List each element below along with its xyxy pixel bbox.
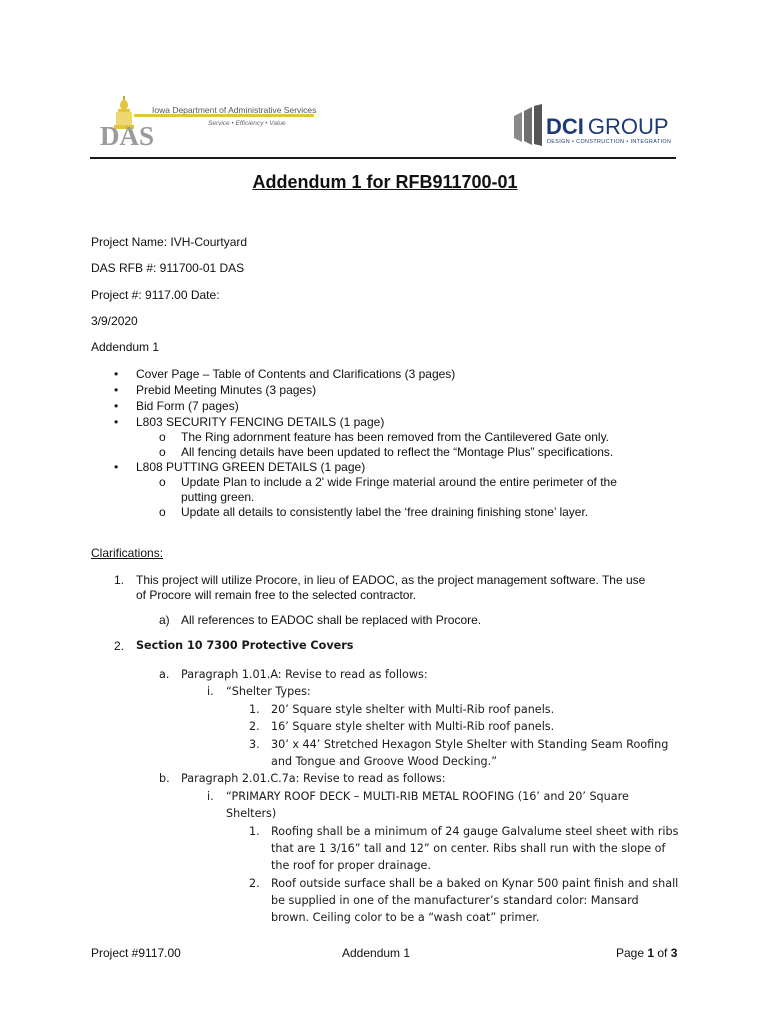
footer-page-of: of: [654, 946, 671, 960]
section-title: Section 10 7300 Protective Covers: [136, 639, 354, 652]
list-item: Bid Form (7 pages): [136, 399, 239, 413]
bullet-icon: •: [114, 367, 119, 381]
clarification-text: “Shelter Types:: [226, 685, 311, 698]
clarification-text: This project will utilize Procore, in lieu of EADOC, as the project management software. The use: [136, 573, 646, 587]
dci-tagline: DESIGN • CONSTRUCTION • INTEGRATION: [547, 139, 672, 145]
clarification-text: and Tongue and Groove Wood Decking.”: [271, 755, 498, 768]
dci-logo: [514, 104, 674, 150]
clarification-text: be supplied in one of the manufacturer’s standard color: Mansard: [271, 894, 639, 907]
footer-page-prefix: Page: [616, 946, 648, 960]
list-item: L803 SECURITY FENCING DETAILS (1 page): [136, 415, 385, 429]
sub-label: 2.: [249, 720, 260, 733]
list-item: L808 PUTTING GREEN DETAILS (1 page): [136, 460, 366, 474]
das-tagline: Service • Efficiency • Value: [208, 120, 286, 127]
clarification-text: Shelters): [226, 807, 277, 820]
clarifications-heading: Clarifications:: [91, 546, 164, 560]
bullet-icon: •: [114, 460, 119, 474]
dci-logo-rest: GROUP: [587, 114, 669, 139]
rfb-number: DAS RFB #: 911700-01 DAS: [91, 261, 245, 275]
sub-bullet-icon: o: [159, 445, 166, 459]
clarification-text: brown. Ceiling color to be a “wash coat” primer.: [271, 911, 540, 924]
das-logo: [96, 96, 316, 152]
sub-label: i.: [207, 790, 214, 803]
list-item: The Ring adornment feature has been removed from the Cantilevered Gate only.: [181, 430, 610, 444]
clarification-text: Paragraph 2.01.C.7a: Revise to read as follows:: [181, 772, 446, 785]
sub-label: 3.: [249, 738, 260, 751]
footer-page-number: 1: [647, 946, 655, 960]
item-number: 2.: [114, 639, 125, 653]
project-name: Project Name: IVH-Courtyard: [91, 235, 248, 249]
sub-bullet-icon: o: [159, 475, 166, 489]
list-item: Update Plan to include a 2' wide Fringe material around the entire perimeter of the: [181, 475, 617, 489]
sub-label: a): [159, 613, 170, 627]
list-item: putting green.: [181, 490, 255, 504]
sub-label: i.: [207, 685, 214, 698]
sub-label: 2.: [249, 877, 260, 890]
clarification-text: 16’ Square style shelter with Multi-Rib roof panels.: [271, 720, 555, 733]
footer-page: [616, 946, 677, 960]
sub-label: b.: [159, 772, 170, 785]
sub-bullet-icon: o: [159, 505, 166, 519]
project-number: Project #: 9117.00 Date:: [91, 288, 220, 302]
sub-label: 1.: [249, 825, 260, 838]
clarification-text: All references to EADOC shall be replaced with Procore.: [181, 613, 482, 627]
clarification-text: of Procore will remain free to the selected contractor.: [136, 588, 417, 602]
das-logo-text: DAS: [100, 121, 155, 151]
sub-bullet-icon: o: [159, 430, 166, 444]
dci-mark-icon: [514, 104, 544, 146]
bullet-icon: •: [114, 415, 119, 429]
dci-logo-name: [546, 114, 669, 140]
clarification-text: 20’ Square style shelter with Multi-Rib roof panels.: [271, 703, 555, 716]
list-item: Prebid Meeting Minutes (3 pages): [136, 383, 317, 397]
list-item: All fencing details have been updated to reflect the “Montage Plus” specifications.: [181, 445, 614, 459]
footer-page-total: 3: [670, 946, 678, 960]
sub-label: 1.: [249, 703, 260, 716]
project-date: 3/9/2020: [91, 314, 138, 328]
clarification-text: Roof outside surface shall be a baked on Kynar 500 paint finish and shall: [271, 877, 679, 890]
item-number: 1.: [114, 573, 125, 587]
list-item: Update all details to consistently label the ‘free draining finishing stone’ layer.: [181, 505, 589, 519]
clarification-text: “PRIMARY ROOF DECK – MULTI-RIB METAL ROOFING (16’ and 20’ Square: [226, 790, 629, 803]
sub-label: a.: [159, 668, 170, 681]
addendum-label: Addendum 1: [91, 340, 160, 354]
clarification-text: Roofing shall be a minimum of 24 gauge Galvalume steel sheet with ribs: [271, 825, 679, 838]
clarification-text: that are 1 3/16” tall and 12” on center. Ribs shall run with the slope of: [271, 842, 666, 855]
bullet-icon: •: [114, 383, 119, 397]
document-title: Addendum 1 for RFB911700-01: [252, 172, 518, 192]
header-divider: [90, 157, 676, 159]
clarification-text: 30’ x 44’ Stretched Hexagon Style Shelter with Standing Seam Roofing: [271, 738, 669, 751]
das-org-name: Iowa Department of Administrative Services: [152, 105, 317, 115]
clarification-text: the roof for proper drainage.: [271, 859, 431, 872]
bullet-icon: •: [114, 399, 119, 413]
clarification-text: Paragraph 1.01.A: Revise to read as follows:: [181, 668, 428, 681]
footer-project: Project #9117.00: [91, 946, 181, 960]
dci-logo-bold: DCI: [546, 114, 584, 139]
footer-addendum: Addendum 1: [342, 946, 411, 960]
list-item: Cover Page – Table of Contents and Clarifications (3 pages): [136, 367, 456, 381]
